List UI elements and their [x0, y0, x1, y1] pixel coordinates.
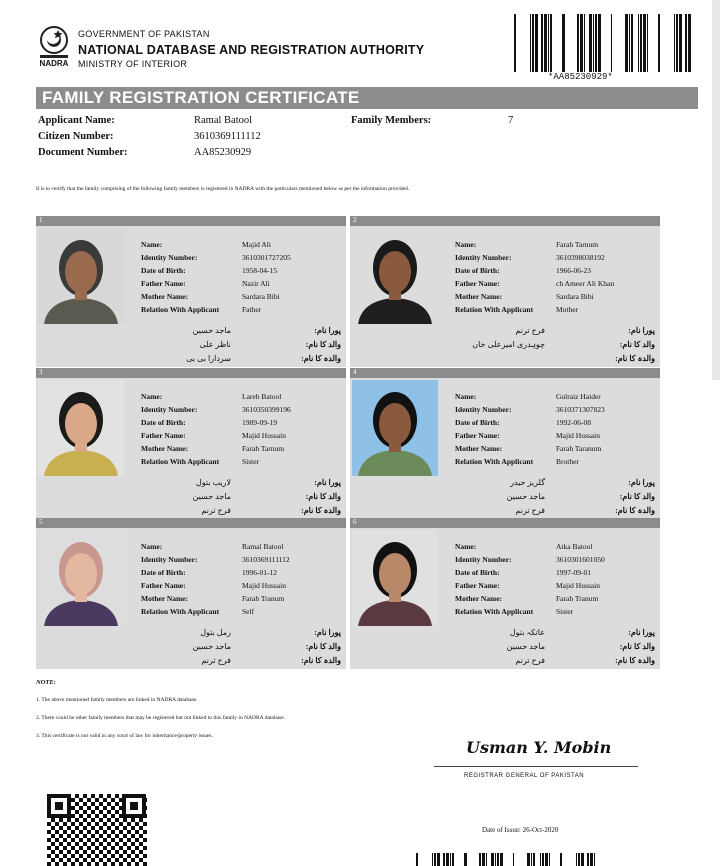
field-value: 3610301727205 — [242, 253, 291, 262]
applicant-name-label: Applicant Name: — [38, 115, 115, 126]
field-label: Relation With Applicant — [455, 607, 534, 616]
member-urdu-u_mother — [355, 506, 655, 518]
urdu-value: لاریب بتول — [195, 478, 231, 487]
field-value: Nazir Ali — [242, 279, 270, 288]
urdu-label: والد کا نام: — [305, 340, 341, 349]
member-card-header — [36, 216, 346, 226]
field-value: Ramal Batool — [242, 542, 284, 551]
member-urdu-u_mother — [41, 354, 341, 366]
urdu-value: فرح ترنم — [515, 326, 545, 335]
urdu-value: گلریز حیدر — [510, 478, 545, 487]
field-label: Mother Name: — [455, 444, 503, 453]
header-ministry: MINISTRY OF INTERIOR — [78, 59, 188, 69]
field-value: Sardara Bibi — [556, 292, 594, 301]
member-urdu-u_name — [355, 326, 655, 338]
urdu-value: ماجد حسین — [192, 326, 231, 335]
field-value: Farah Tranum — [556, 594, 599, 603]
field-value: Gulraiz Haider — [556, 392, 601, 401]
registrar-title: REGISTRAR GENERAL OF PAKISTAN — [464, 773, 585, 779]
member-urdu-u_mother — [41, 506, 341, 518]
field-value: Mother — [556, 305, 579, 314]
member-card-header — [350, 368, 660, 378]
field-label: Mother Name: — [141, 292, 189, 301]
note-item: 2. There could be other family members that may be registered but not linked to this family in NADRA database. — [36, 715, 286, 721]
field-value: 1996-01-12 — [242, 568, 277, 577]
urdu-label: والدہ کا نام: — [301, 354, 341, 363]
urdu-label: پورا نام: — [314, 478, 341, 487]
field-label: Relation With Applicant — [141, 607, 220, 616]
field-label: Relation With Applicant — [455, 305, 534, 314]
member-urdu-u_name — [41, 628, 341, 640]
urdu-label: پورا نام: — [314, 326, 341, 335]
urdu-value: ماجد حسین — [506, 492, 545, 501]
urdu-value: رمل بتول — [200, 628, 231, 637]
field-value: 3610301601050 — [556, 555, 605, 564]
note-heading: NOTE: — [36, 679, 56, 686]
member-urdu-u_father — [41, 492, 341, 504]
urdu-value: ماجد حسین — [506, 642, 545, 651]
field-label: Date of Birth: — [455, 266, 500, 275]
member-urdu-u_name — [41, 478, 341, 490]
field-value: Farah Taranum — [556, 444, 602, 453]
field-label: Identity Number: — [141, 405, 198, 414]
member-number: 1 — [39, 216, 43, 224]
date-of-issue: Date of Issue: 26-Oct-2020 — [482, 826, 559, 834]
member-urdu-u_father — [355, 492, 655, 504]
member-card — [350, 368, 660, 519]
field-value: Farah Tarnum — [242, 444, 285, 453]
applicant-name: Ramal Batool — [194, 115, 253, 126]
field-value: ch Ameer Ali Khan — [556, 279, 615, 288]
urdu-value: ماجد حسین — [192, 492, 231, 501]
field-value: Farah Tranum — [242, 594, 285, 603]
member-urdu-u_father — [41, 642, 341, 654]
field-value: Farah Tarnum — [556, 240, 599, 249]
member-number: 2 — [353, 216, 357, 224]
field-label: Date of Birth: — [141, 266, 186, 275]
member-urdu-u_name — [41, 326, 341, 338]
member-card — [350, 518, 660, 669]
urdu-label: والدہ کا نام: — [301, 506, 341, 515]
member-urdu-u_father — [355, 642, 655, 654]
field-value: Majid Hussain — [242, 431, 286, 440]
urdu-label: والد کا نام: — [619, 340, 655, 349]
member-card-header — [36, 518, 346, 528]
barcode-top-text: *AA85230929* — [548, 72, 613, 82]
field-label: Identity Number: — [141, 253, 198, 262]
certificate-intro: It is to certify that the family comprising of the following family members is registered in NADRA with the particulars mentioned below as per the information provided. — [36, 186, 410, 192]
page-title: FAMILY REGISTRATION CERTIFICATE — [42, 88, 360, 107]
urdu-label: پورا نام: — [628, 326, 655, 335]
urdu-label: والدہ کا نام: — [301, 656, 341, 665]
document-number-label: Document Number: — [38, 147, 128, 158]
field-label: Father Name: — [141, 431, 186, 440]
field-label: Mother Name: — [141, 594, 189, 603]
member-card-header — [350, 216, 660, 226]
member-card-header — [36, 368, 346, 378]
field-label: Name: — [141, 240, 163, 249]
field-label: Date of Birth: — [455, 418, 500, 427]
field-label: Identity Number: — [141, 555, 198, 564]
field-value: Brother — [556, 457, 579, 466]
citizen-number: 3610369111112 — [194, 131, 261, 142]
qr-code-icon — [46, 794, 148, 866]
urdu-label: پورا نام: — [314, 628, 341, 637]
field-value: Sister — [242, 457, 260, 466]
family-members-label: Family Members: — [351, 115, 432, 126]
member-urdu-u_father — [355, 340, 655, 352]
field-value: 3610398038192 — [556, 253, 605, 262]
urdu-label: پورا نام: — [628, 628, 655, 637]
field-value: 1966-06-23 — [556, 266, 591, 275]
field-label: Date of Birth: — [141, 568, 186, 577]
field-label: Identity Number: — [455, 405, 512, 414]
member-card — [36, 368, 346, 519]
member-number: 6 — [353, 518, 357, 526]
member-card — [350, 216, 660, 367]
nadra-emblem-icon — [36, 24, 72, 68]
member-urdu-u_name — [355, 628, 655, 640]
field-value: 3610350399196 — [242, 405, 291, 414]
urdu-label: والد کا نام: — [305, 492, 341, 501]
member-urdu-u_name — [355, 478, 655, 490]
field-label: Mother Name: — [141, 444, 189, 453]
title-bar — [36, 87, 698, 109]
urdu-label: والد کا نام: — [619, 492, 655, 501]
member-number: 4 — [353, 368, 357, 376]
field-label: Relation With Applicant — [141, 457, 220, 466]
member-card — [36, 216, 346, 367]
member-photo — [38, 530, 124, 626]
urdu-value: فرح ترنم — [201, 656, 231, 665]
member-urdu-u_mother — [41, 656, 341, 668]
urdu-label: والدہ کا نام: — [615, 506, 655, 515]
urdu-label: پورا نام: — [628, 478, 655, 487]
barcode-bottom — [408, 853, 598, 866]
field-value: 3610369111112 — [242, 555, 290, 564]
field-label: Name: — [141, 392, 163, 401]
field-value: 1989-09-19 — [242, 418, 277, 427]
registrar-signature: Usman Y. Mobin — [466, 738, 612, 757]
field-value: 3610371307823 — [556, 405, 605, 414]
emblem-text: NADRA — [39, 59, 69, 68]
field-label: Identity Number: — [455, 253, 512, 262]
field-value: Lareb Batool — [242, 392, 282, 401]
field-label: Identity Number: — [455, 555, 512, 564]
field-value: Majid Hussain — [556, 581, 600, 590]
member-number: 3 — [39, 368, 43, 376]
field-value: Majid Ali — [242, 240, 271, 249]
urdu-value: سردارا بی بی — [186, 354, 231, 363]
member-card — [36, 518, 346, 669]
member-urdu-u_father — [41, 340, 341, 352]
urdu-label: والد کا نام: — [305, 642, 341, 651]
field-value: 1992-06-08 — [556, 418, 591, 427]
field-label: Relation With Applicant — [455, 457, 534, 466]
urdu-value: فرح ترنم — [515, 506, 545, 515]
field-label: Father Name: — [141, 279, 186, 288]
member-urdu-u_mother — [355, 656, 655, 668]
urdu-value: ناظر علی — [199, 340, 231, 349]
urdu-label: والدہ کا نام: — [615, 354, 655, 363]
urdu-value: چوہدری امیرعلی خاں — [472, 340, 545, 349]
field-label: Date of Birth: — [455, 568, 500, 577]
field-value: Atka Batool — [556, 542, 593, 551]
field-value: Majid Hussain — [242, 581, 286, 590]
field-label: Relation With Applicant — [141, 305, 220, 314]
urdu-value: فرح ترنم — [515, 656, 545, 665]
field-value: 1997-09-01 — [556, 568, 591, 577]
page-edge-shadow — [712, 0, 720, 380]
member-photo — [352, 228, 438, 324]
field-label: Name: — [455, 392, 477, 401]
urdu-value: عاتکہ بتول — [509, 628, 545, 637]
field-label: Father Name: — [455, 431, 500, 440]
member-photo — [38, 380, 124, 476]
document-number: AA85230929 — [194, 147, 252, 158]
header-government: GOVERNMENT OF PAKISTAN — [78, 29, 210, 39]
field-label: Name: — [455, 240, 477, 249]
field-label: Mother Name: — [455, 594, 503, 603]
field-label: Date of Birth: — [141, 418, 186, 427]
member-urdu-u_mother — [355, 354, 655, 366]
field-label: Father Name: — [455, 581, 500, 590]
family-members-count: 7 — [508, 115, 514, 126]
signature-line — [434, 766, 638, 767]
header-authority: NATIONAL DATABASE AND REGISTRATION AUTHORITY — [78, 43, 425, 57]
urdu-label: والد کا نام: — [619, 642, 655, 651]
member-photo — [352, 530, 438, 626]
field-label: Mother Name: — [455, 292, 503, 301]
member-photo — [352, 380, 438, 476]
barcode-top — [506, 14, 692, 72]
note-item: 1. The above mentioned family members are linked in NADRA database. — [36, 697, 198, 703]
urdu-label: والدہ کا نام: — [615, 656, 655, 665]
field-value: Self — [242, 607, 255, 616]
field-label: Father Name: — [141, 581, 186, 590]
citizen-number-label: Citizen Number: — [38, 131, 114, 142]
member-card-header — [350, 518, 660, 528]
field-value: Father — [242, 305, 262, 314]
field-value: Majid Hussain — [556, 431, 600, 440]
member-number: 5 — [39, 518, 43, 526]
field-value: 1958-04-15 — [242, 266, 277, 275]
urdu-value: فرح ترنم — [201, 506, 231, 515]
member-photo — [38, 228, 124, 324]
field-label: Father Name: — [455, 279, 500, 288]
field-label: Name: — [455, 542, 477, 551]
note-item: 3. This certificate is not valid in any court of law for inheritance/property issues. — [36, 733, 213, 739]
field-value: Sardara Bibi — [242, 292, 280, 301]
field-value: Sister — [556, 607, 574, 616]
field-label: Name: — [141, 542, 163, 551]
urdu-value: ماجد حسین — [192, 642, 231, 651]
